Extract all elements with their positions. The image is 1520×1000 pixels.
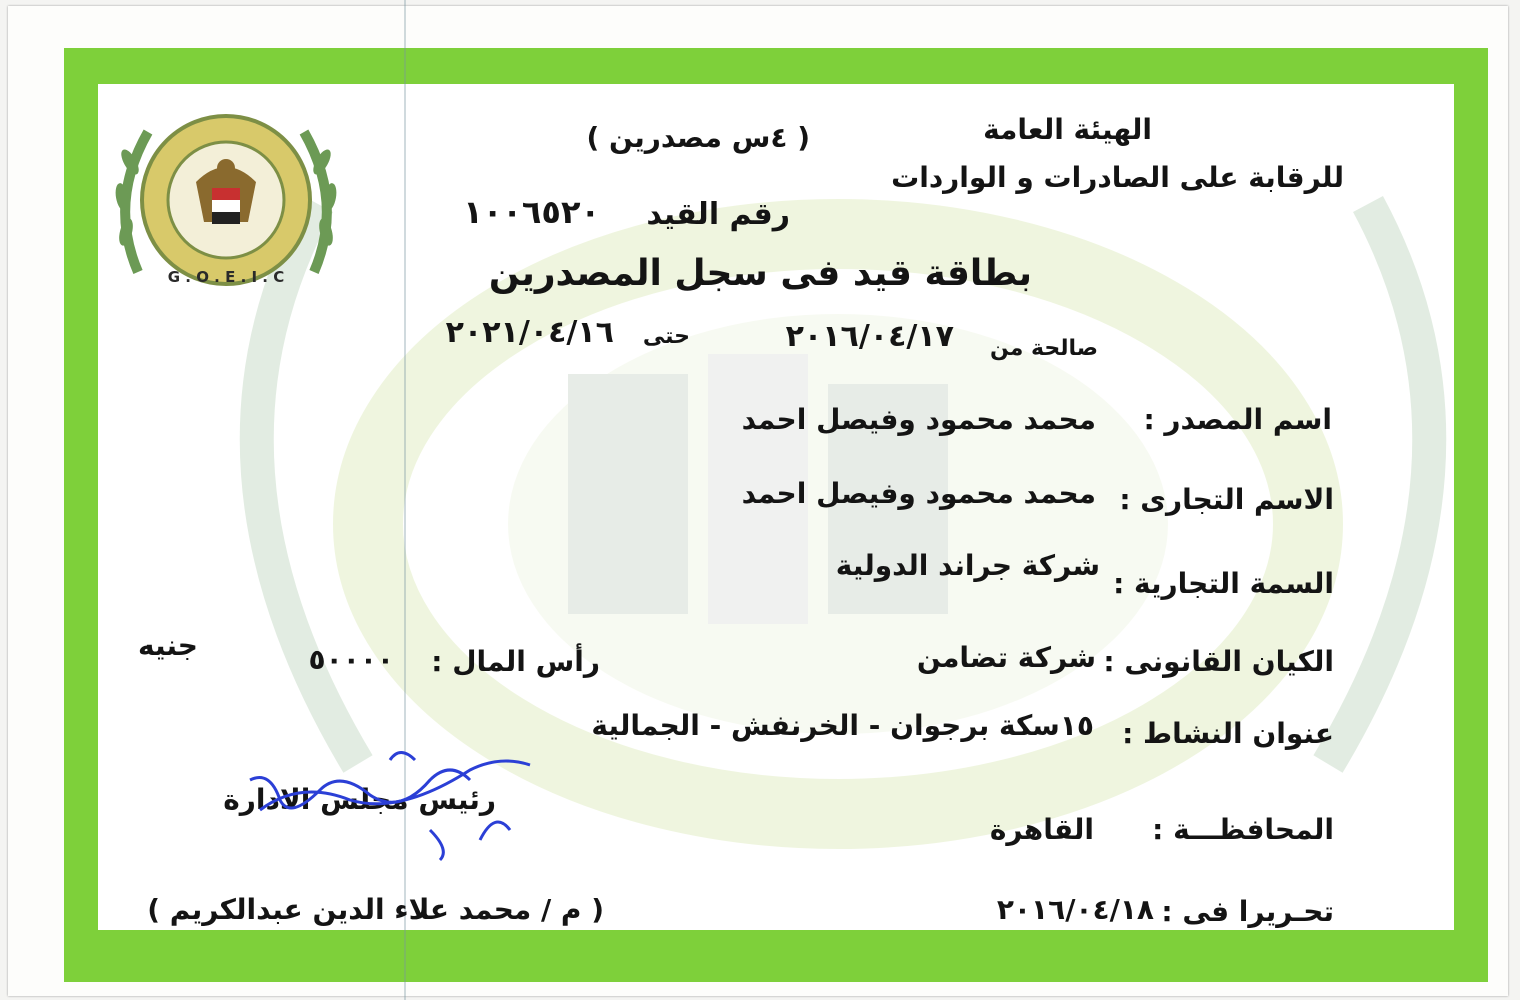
authority-name-line1: الهيئة العامة: [983, 113, 1152, 146]
trade-name-value: محمد محمود وفيصل احمد: [741, 477, 1096, 510]
legal-entity-value: شركة تضامن: [916, 641, 1096, 674]
validity-to-date: ٢٠٢١/٠٤/١٦: [445, 315, 614, 350]
card-title: بطاقة قيد فى سجل المصدرين: [488, 253, 1032, 294]
validity-from-date: ٢٠١٦/٠٤/١٧: [785, 319, 954, 354]
issued-label: تحـريرا فى :: [1161, 895, 1334, 928]
validity-from-label: صالحة من: [989, 336, 1098, 361]
category-label: ( ٤س مصدرين ): [586, 121, 810, 154]
governorate-label: المحافظـــة :: [1152, 813, 1334, 846]
capital-unit: جنيه: [137, 629, 198, 662]
capital-label: رأس المال :: [431, 645, 600, 678]
trademark-label: السمة التجارية :: [1113, 567, 1334, 600]
trade-name-label: الاسم التجارى :: [1119, 483, 1334, 516]
issued-date: ٢٠١٦/٠٤/١٨: [996, 893, 1154, 926]
signature-icon: [240, 740, 540, 870]
trademark-value: شركة جراند الدولية: [835, 549, 1100, 582]
exporter-name-label: اسم المصدر :: [1143, 403, 1332, 436]
capital-value: ٥٠٠٠٠: [308, 643, 394, 676]
activity-address-label: عنوان النشاط :: [1122, 717, 1334, 750]
governorate-value: القاهرة: [989, 813, 1094, 846]
signatory-title: رئيس مجلس الادارة: [223, 783, 496, 816]
legal-entity-label: الكيان القانونى :: [1103, 645, 1334, 678]
validity-to-label: حتى: [642, 324, 690, 349]
exporter-name-value: محمد محمود وفيصل احمد: [741, 403, 1096, 436]
signatory-name: ( م / محمد علاء الدين عبدالكريم ): [147, 893, 604, 926]
activity-address-value: ١٥سكة برجوان - الخرنفش - الجمالية: [591, 709, 1094, 742]
svg-text:G . O . E . I . C: G . O . E . I . C: [167, 268, 285, 286]
registration-number: ١٠٠٦٥٢٠: [463, 193, 600, 231]
goeic-logo: [108, 102, 344, 312]
registration-label: رقم القيد: [646, 197, 790, 232]
authority-name-line2: للرقابة على الصادرات و الواردات: [891, 161, 1344, 194]
